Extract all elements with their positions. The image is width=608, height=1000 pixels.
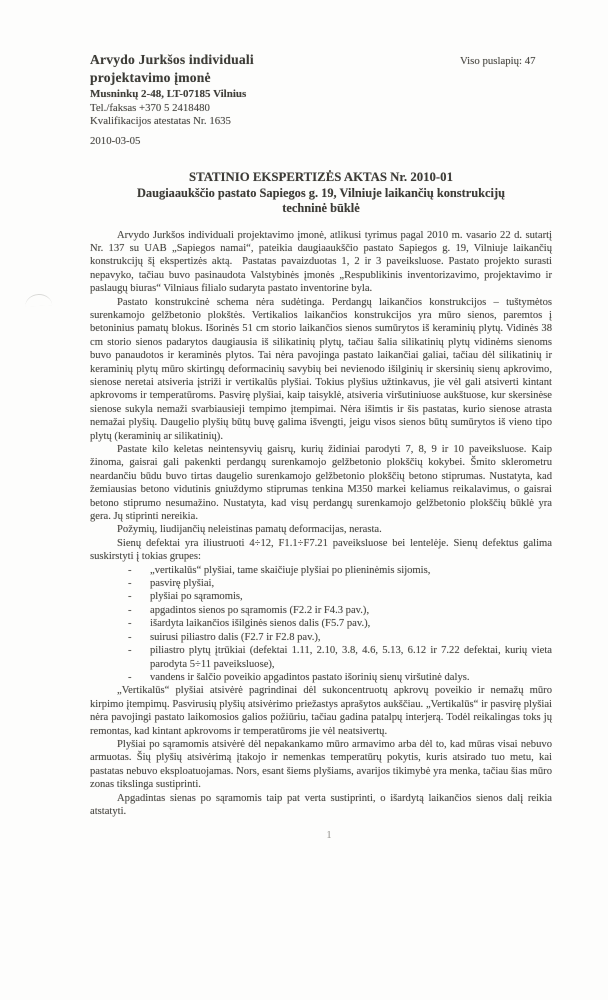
list-dash-marker: - (128, 631, 132, 643)
defect-item-text: plyšiai po sąramomis, (150, 591, 243, 603)
defect-list-item (128, 671, 552, 684)
document-date: 2010-03-05 (90, 134, 141, 147)
paragraph-lintel-cracks: Plyšiai po sąramomis atsivėrė dėl nepakankamo mūro armavimo arba dėl to, kad mūras visai nebuvo armuotas. Šių plyšių atsivėrimą įtakojo ir nemenkas temperatūrų pokytis, kuris atsirado tuo metu, kai pastatas nebuvo eksploatuojamas. Nors, esant šiems plyšiams, avarijos tikimybė yra menka, tačiau šias mūro zonas tikslinga sustiprinti. (90, 738, 552, 791)
paragraph-defect-groups-intro: Sienų defektai yra iliustruoti 4÷12, F1.1÷F7.21 paveiksluose bei lentelėje. Sienų defektus galima suskirstyti į tokias grupes: (90, 537, 552, 563)
paragraph-fires-concrete: Pastate kilo keletas neintensyvių gaisrų, kurių židiniai parodyti 7, 8, 9 ir 10 paveiksluose. Kaip žinoma, gaisrai gali pakenkti perdangų surenkamojo gelžbetonio plokščių kokybei. Šmito sklerometru neardančiu būdu buvo tirtas daugelio surenkamojo gelžbetonio plokščių betono stiprumas. Nustatyta, kad žemiausias betono vidutinis gniuždymo stiprumas tenkina M350 markei keliamus reikalavimus, o gaisrai betono stiprumo nesumažino. Nustatyta, kad visų perdangų surenkamojo gelžbetonio plokščių būklė yra gera. Jų stiprinti nereikia. (90, 444, 552, 523)
defect-list-item (128, 617, 552, 630)
defect-list-item (128, 564, 552, 577)
paragraph-structural-scheme: Pastato konstrukcinė schema nėra sudėtinga. Perdangų laikančios konstrukcijos – tuštymėtos surenkamojo gelžbetonio plokštės. Vertikalios laikančios konstrukcijos yra mūro sienos, paremtos į betoninius pamatų blokus. Išorinės 51 cm storio laikančios sienos sumūrytos iš keraminių plytų. Vidinės 38 cm storio sienos padarytos daugiausia iš silikatinių plytų, tačiau šalia silikatinių plytų vidinėms sienoms buvo panaudotos ir keraminės plytos. Tai nėra pavojinga pastato laikančiai galiai, tačiau dėl silikatinių ir keraminių plytų mūro skirtingų deformacinių savybių bei nevienodo išilginių ir skersinių sienų apkrovimo, sienose neretai atsiveria įstriži ir vertikalūs plyšiai. Tokius plyšius užtinkavus, jie vėl gali atsiverti kintant apkrovoms ir temperatūroms. Pasvirę plyšiai, kaip taisyklė, atsiveria viršutiniuose aukštuose, kur skersinėse sienose sukyla nemaži svarbiausieji tempimo įtempimai. Nėra išimtis ir šis pastatas, kurio sienose atrasta nemažai plyšių. Daugelio plyšių būtų buvę galima išvengti, jeigu visos sienos būtų sumūrytos iš vieno tipo plytų (keraminių ar silikatinių). (90, 296, 552, 442)
company-attestation: Kvalifikacijos atestatas Nr. 1635 (90, 115, 231, 127)
list-dash-marker: - (128, 618, 132, 630)
document-title-line2: Daugiaaukščio pastato Sapiegos g. 19, Vilniuje laikančių konstrukcijų (136, 185, 505, 200)
document-title (90, 170, 552, 216)
list-dash-marker: - (128, 604, 132, 616)
list-dash-marker: - (128, 564, 132, 576)
document-title-line1: STATINIO EKSPERTIZĖS AKTAS Nr. 2010-01 (189, 170, 453, 184)
defect-item-text: piliastro plytų įtrūkiai (defektai 1.11, 2.10, 3.8, 4.6, 5.13, 6.12 ir 7.22 defektai, kurių vieta parodyta 5÷11 paveiksluose), (150, 645, 552, 670)
company-phone: Tel./faksas +370 5 2418480 (90, 101, 210, 114)
list-dash-marker: - (128, 578, 132, 590)
paragraph-introduction: Arvydo Jurkšos individuali projektavimo įmonė, atlikusi tyrimus pagal 2010 m. vasario 22 d. sutartį Nr. 137 su UAB „Sapiegos namai“, pateikia daugiaaukščio pastato Sapiegos g. 19, Vilniuje laikančių konstrukcijų šį ekspertizės aktą. Pastatas pavaizduotas 1, 2 ir 3 paveiksluose. Pastato projekto surasti nepavyko, tačiau buvo pasinaudota Valstybinės įmonės „Respublikinis inventorizavimo, projektavimo ir paslaugų biuras“ Vilniaus filialo sudaryta pastato inventorine byla. (90, 229, 552, 295)
document-title-line3: techninė būklė (282, 200, 360, 215)
defect-item-text: apgadintos sienos po sąramomis (F2.2 ir F4.3 pav.), (150, 604, 370, 616)
company-name-line1: Arvydo Jurkšos individuali (90, 52, 254, 67)
scan-artifact-squiggle (25, 293, 53, 306)
defect-item-text: vandens ir šalčio poveikio apgadintos pastato išorinių sienų viršutinė dalys. (150, 671, 470, 683)
defect-item-text: išardyta laikančios išilginės sienos dalis (F5.7 pav.), (150, 618, 371, 630)
paragraph-conclusion: Apgadintas sienas po sąramomis taip pat verta sustiprinti, o išardytą laikančios sienos dalį reikia atstatyti. (90, 792, 552, 817)
defect-list-item (128, 590, 552, 603)
paragraph-foundations: Požymių, liudijančių neleistinas pamatų deformacijas, nerasta. (117, 524, 382, 536)
defect-list-item (128, 604, 552, 617)
defect-list-item (128, 577, 552, 590)
list-dash-marker: - (128, 671, 132, 683)
document-content (90, 0, 552, 841)
company-name-line2: projektavimo įmonė (90, 69, 211, 85)
defect-list (128, 564, 552, 685)
pages-total-label: Viso puslapių: 47 (460, 55, 536, 67)
list-dash-marker: - (128, 591, 132, 603)
letterhead (90, 0, 552, 148)
defect-list-item (128, 631, 552, 644)
document-body (90, 229, 552, 842)
defect-item-text: suirusi piliastro dalis (F2.7 ir F2.8 pav.), (150, 631, 321, 643)
page-number: 1 (326, 830, 332, 842)
list-dash-marker: - (128, 645, 132, 657)
company-address: Musninkų 2-48, LT-07185 Vilnius (90, 88, 247, 100)
paragraph-vertical-cracks: „Vertikalūs“ plyšiai atsivėrė pagrindinai dėl sukoncentruotų apkrovų poveikio ir nemažų mūro kirpimo įtempimų. Pasvirusių plyšių atsivėrimo priežastys aprašytos aukščiau. „Vertikalūs“ ir pasvirę plyšiai nėra pavojingi pastato laikomosios galios požiūriu, tačiau gadina patalpų interjerą. Todėl reikalingas toks jų remontas, kad kintant apkrovoms ir temperatūroms jie vėl neatsivertų. (90, 685, 552, 737)
defect-list-item (128, 644, 552, 671)
defect-item-text: pasvirę plyšiai, (150, 578, 215, 590)
defect-item-text: „vertikalūs“ plyšiai, tame skaičiuje plyšiai po plieninėmis sijomis, (150, 564, 431, 576)
